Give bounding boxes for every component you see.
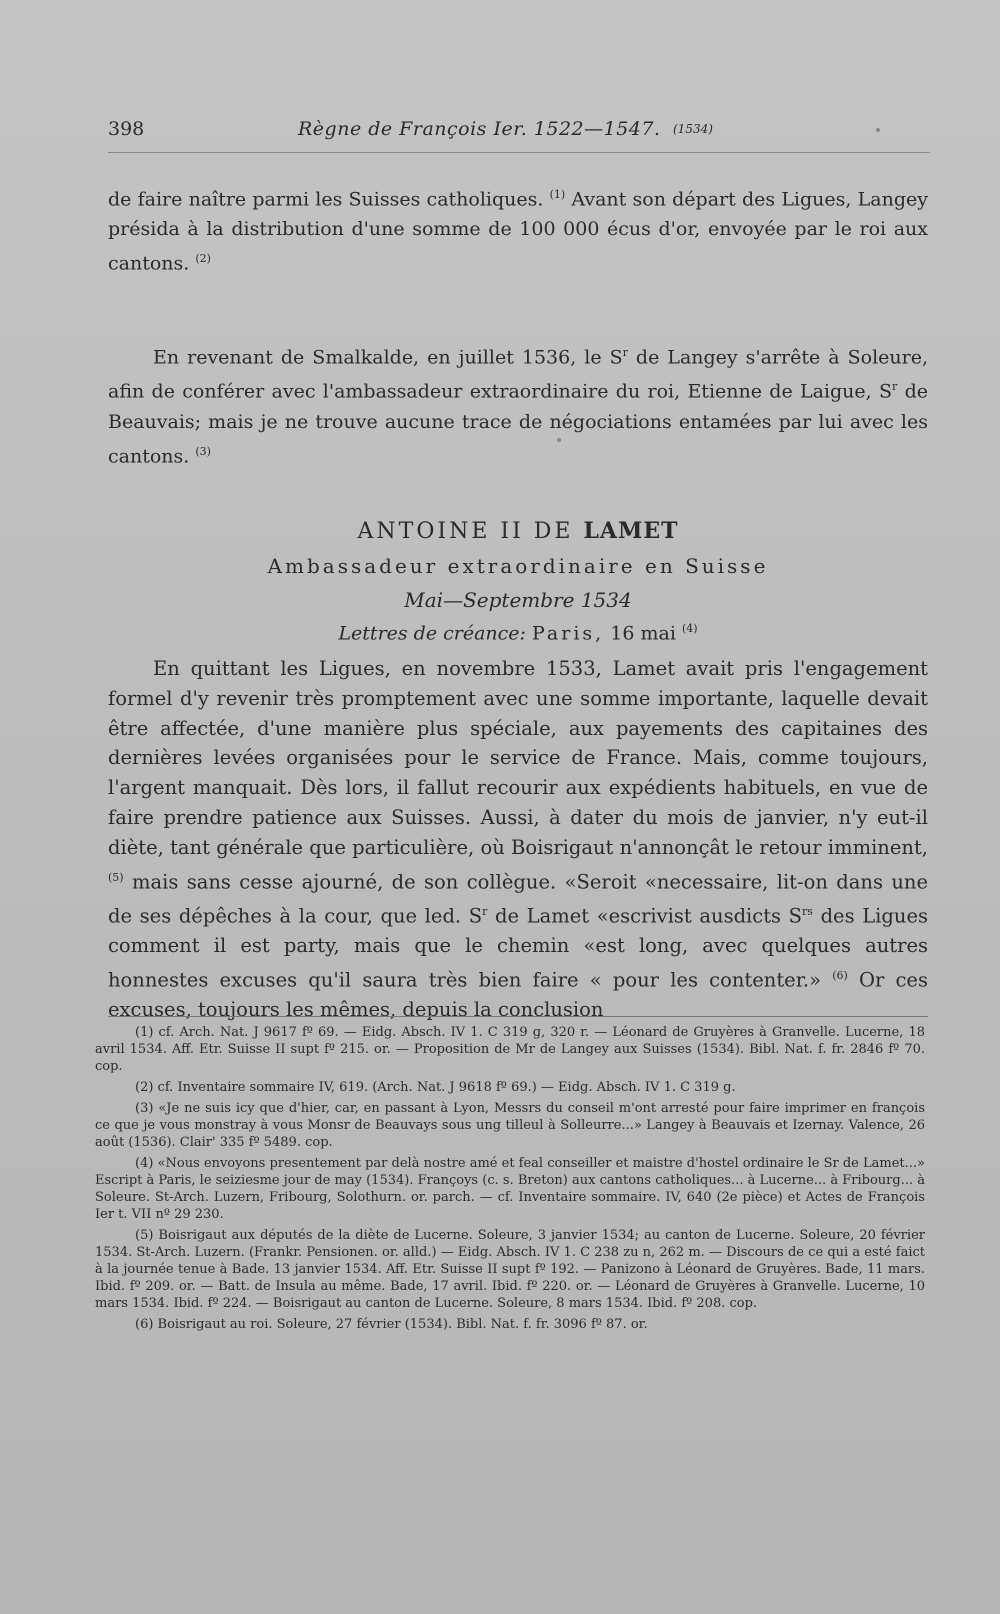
running-date: (1534): [673, 122, 713, 136]
paragraph-3-text-e: Or ces excuses, toujours les mêmes, depuis la conclusion: [108, 968, 928, 1022]
paragraph-3-text-d: des Ligues comment il est party, mais que le chemin «est long, avec quelques autres honnestes excuses qu'il saura très bien faire « pour les contenter.»: [108, 904, 929, 992]
superscript: rs: [802, 904, 813, 918]
paragraph-1-text-a: de faire naître parmi les Suisses catholiques.: [108, 188, 544, 211]
letters-place: Paris,: [532, 622, 605, 645]
superscript: r: [892, 380, 898, 394]
paper-spot: [557, 438, 561, 442]
footnote-ref-3: (3): [195, 444, 211, 458]
paragraph-3-text-c: de Lamet «escrivist ausdicts S: [487, 904, 803, 928]
footnote-ref-1: (1): [549, 188, 566, 201]
footnote-1: (1) cf. Arch. Nat. J 9617 fº 69. — Eidg. Absch. IV 1. C 319 g, 320 r. — Léonard de Gruyères à Granvelle. Lucerne, 18 avril 1534. Aff. Etr. Suisse II supt fº 215. or. — Proposition de Mr de Langey aux Suisses (1534). Bibl. Nat. f. fr. 2846 fº 70. cop.: [95, 1025, 925, 1074]
footnote-2: (2) cf. Inventaire sommaire IV, 619. (Arch. Nat. J 9618 fº 69.) — Eidg. Absch. IV 1. C 319 g.: [135, 1080, 736, 1095]
footnote-ref-5: (5): [108, 870, 124, 884]
page-number: 398: [108, 118, 145, 140]
superscript: r: [622, 346, 628, 359]
section-heading-name: [108, 518, 928, 544]
paper-spot: [876, 128, 880, 132]
section-letters: [108, 622, 928, 644]
footnote-5: (5) Boisrigaut aux députés de la diète de Lucerne. Soleure, 3 janvier 1534; au canton de Lucerne. Soleure, 20 février 1534. St-Arch. Luzern. (Frankr. Pensionen. or. alld.) — Eidg. Absch. IV 1. C 238 zu n, 262 m. — Discours de ce qui a esté faict à la journée tenue à Bade. 13 janvier 1534. Aff. Etr. Suisse II supt fº 192. — Panizono à Léonard de Gruyères. Bade, 11 mars. Ibid. fº 209. or. — Batt. de Insula au même. Bade, 17 avril. Ibid. fº 220. or. — Léonard de Gruyères à Granvelle. Lucerne, 10 mars 1534. Ibid. fº 224. — Boisrigaut au canton de Lucerne. Soleure, 8 mars 1534. Ibid. fº 208. cop.: [95, 1228, 925, 1311]
footnote-ref-4: (4): [681, 622, 698, 635]
footnote-ref-6: (6): [832, 968, 848, 982]
letters-label: Lettres de créance:: [338, 622, 526, 645]
letters-date: 16 mai: [610, 622, 676, 645]
running-title: Règne de François Ier. 1522—1547.: [298, 118, 661, 140]
paragraph-2-text-b: de Langey s'arrête à Soleure, afin de conférer avec l'ambassadeur extraordinaire du roi, Etienne de Laigue, S: [108, 346, 928, 403]
running-head: [108, 112, 930, 153]
footnote-4: (4) «Nous envoyons presentement par delà nostre amé et feal conseiller et maistre d'hostel ordinaire le Sr de Lamet...» Escript à Paris, le seiziesme jour de may (1534). Françoys (c. s. Breton) aux cantons catholiques... à Lucerne... à Fribourg... à Soleure. St-Arch. Luzern, Fribourg, Solothurn. or. parch. — cf. Inventaire sommaire. IV, 640 (2e pièce) et Actes de François Ier t. VII nº 29 230.: [95, 1156, 925, 1222]
heading-name-pre: ANTOINE II DE: [357, 519, 584, 544]
paragraph-1-text-b: Avant son départ des Ligues, Langey présida à la distribution d'une somme de 100 000 écus d'or, envoyée par le roi aux cantons.: [108, 188, 928, 275]
heading-name-strong: LAMET: [583, 518, 679, 544]
paragraph-1: [108, 180, 928, 279]
section-heading-dates: Mai—Septembre 1534: [404, 588, 632, 612]
section-heading-role: Ambassadeur extraordinaire en Suisse: [267, 554, 769, 578]
paragraph-2-text-a: En revenant de Smalkalde, en juillet 1536, le S: [153, 346, 623, 369]
paragraph-3-text-a: En quittant les Ligues, en novembre 1533, Lamet avait pris l'engagement formel d'y revenir très promptement avec une somme importante, laquelle devait être affectée, d'une manière plus spéciale, aux payements des capitaines des dernières levées organisées pour le service de France. Mais, comme toujours, l'argent manquait. Dès lors, il fallut recourir aux expédients habituels, en vue de faire prendre patience aux Suisses. Aussi, à dater du mois de janvier, n'y eut-il diète, tant générale que particulière, où Boisrigaut n'annonçât le retour imminent,: [108, 657, 928, 859]
footnote-6: (6) Boisrigaut au roi. Soleure, 27 février (1534). Bibl. Nat. f. fr. 3096 fº 87. or.: [135, 1317, 648, 1332]
paragraph-2-text-c: de Beauvais; mais je ne trouve aucune trace de négociations entamées par lui avec les cantons.: [108, 380, 928, 467]
footnote-3: (3) «Je ne suis icy que d'hier, car, en passant à Lyon, Messrs du conseil m'ont arresté pour faire imprimer en françois ce que je vous monstray à vous Monsr de Beauvays sous ung tilleul à Solleurre...» Langey à Beauvais et Izernay. Valence, 26 août (1536). Clair' 335 fº 5489. cop.: [95, 1101, 925, 1150]
footnotes: [95, 1024, 925, 1337]
footnote-ref-2: (2): [195, 252, 211, 266]
paragraph-3-text-b: mais sans cesse ajourné, de son collègue. «Seroit «necessaire, lit-on dans une de ses dépêches à la cour, que led. S: [108, 870, 928, 928]
superscript: r: [482, 904, 488, 918]
paragraph-3: [108, 654, 928, 1025]
paragraph-2: [108, 338, 928, 471]
footnote-rule: [108, 1016, 928, 1017]
